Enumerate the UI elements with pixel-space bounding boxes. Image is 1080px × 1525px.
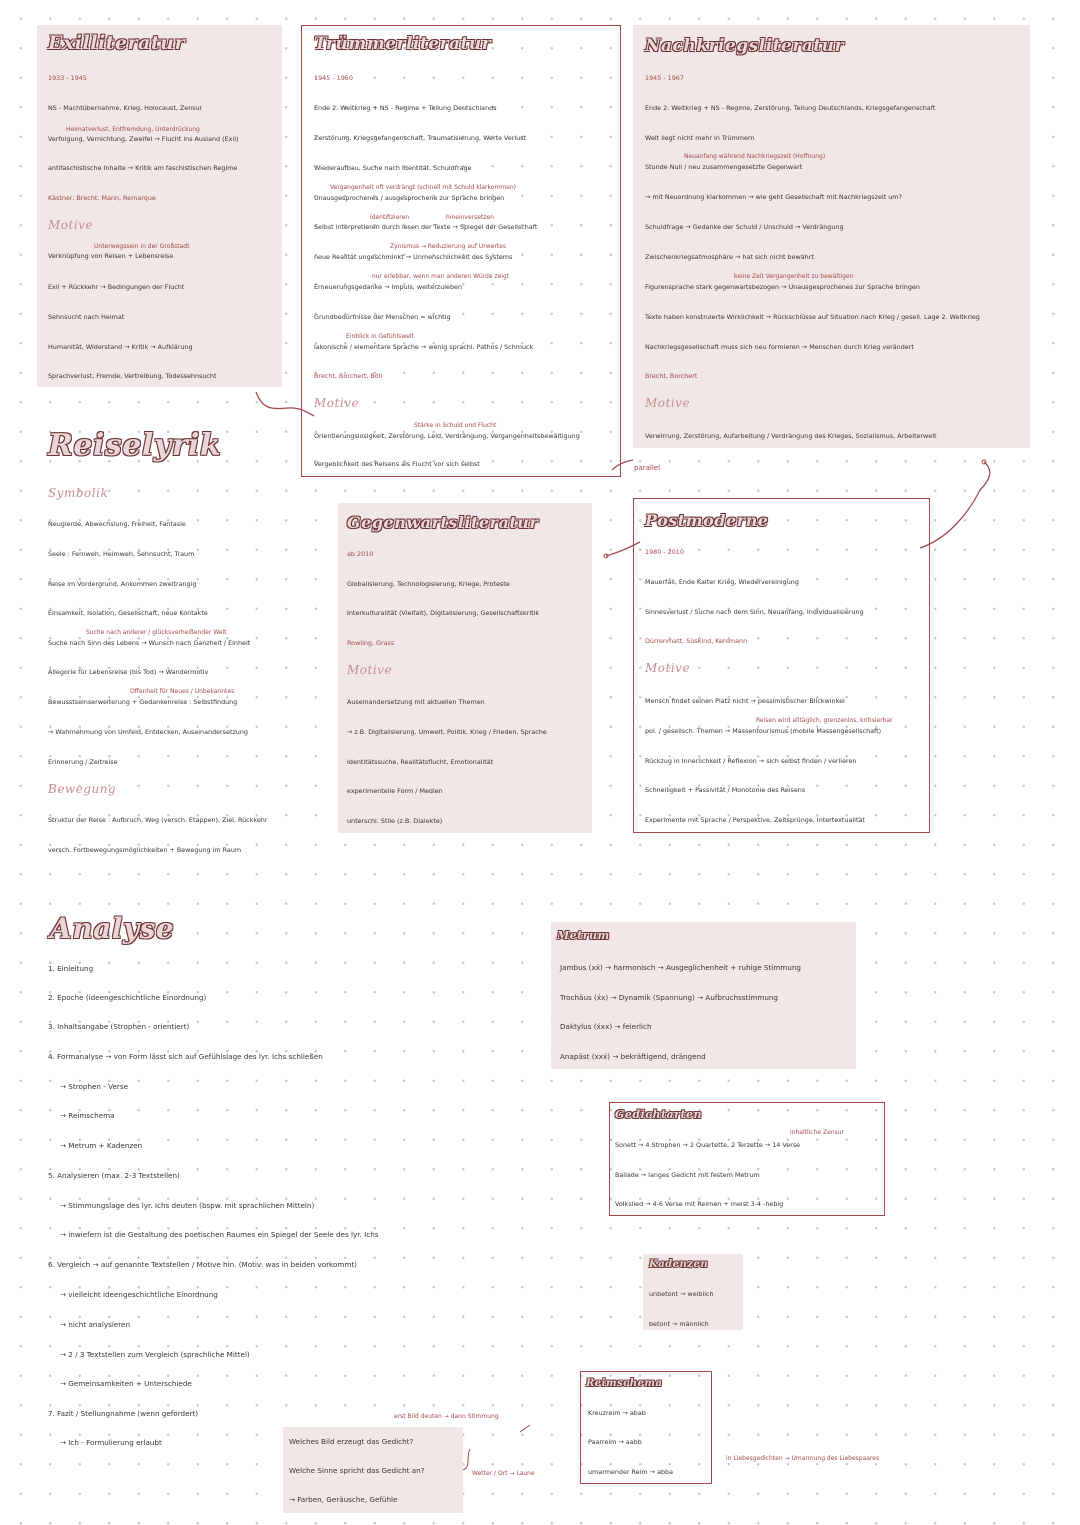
metrum-line-3: Daktylus (x́xx) → feierlich (560, 1022, 652, 1031)
truemmer-note-vergangenheit: Vergangenheit oft verdrängt (schnell mit Schuld klarkommen) (330, 184, 516, 191)
fragen-line-1: Welches Bild erzeugt das Gedicht? (289, 1437, 414, 1446)
truemmer-note-erleben: nur erlebbar, wenn man anderen Würde zeigt (372, 273, 510, 280)
truemmer-line-3: Wiederaufbau, Suche nach Identität, Schuldfrage (314, 164, 472, 172)
postmoderne-note-reisen: Reisen wird alltäglich, grenzenlos, kritisierbar (756, 717, 893, 724)
postmoderne-motive-4: Schnelligkeit + Passivität / Monotonie des Reisens (645, 786, 806, 794)
fragen-line-3: → Farben, Geräusche, Gefühle (289, 1495, 398, 1504)
truemmer-line-10: Brecht, Borchert, Böll (314, 372, 383, 380)
analyse-step-6b: → nicht analysieren (60, 1320, 131, 1329)
analyse-step-7: 7. Fazit / Stellungnahme (wenn gefordert) (48, 1409, 199, 1418)
postmoderne-line-3: Dürrenmatt, Süskind, Kehlmann (645, 637, 748, 645)
truemmer-motive-2: Vergeblichkeit des Reisens als Flucht vor sich selbst (314, 460, 480, 468)
analyse-step-5: 5. Analysieren (max. 2-3 Textstellen) (48, 1171, 180, 1180)
analyse-step-4c: → Metrum + Kadenzen (60, 1141, 143, 1150)
postmoderne-dates: 1980 - 2010 (645, 548, 684, 556)
nachkrieg-line-8: Texte haben konstruierte Wirklichkeit → Rückschlüsse auf Situation nach Krieg / gesell. Lage 2. Weltkrieg (645, 313, 980, 321)
nachkrieg-dates: 1945 - 1967 (645, 74, 684, 82)
nachkrieg-line-10: Brecht, Borchert (645, 372, 698, 380)
analyse-step-6c: → 2 / 3 Textstellen zum Vergleich (sprachliche Mittel) (60, 1350, 250, 1359)
analyse-step-5a: → Stimmungslage des lyr. Ichs deuten (bspw. mit sprachlichen Mitteln) (60, 1201, 315, 1210)
truemmer-motive-title: Motive (314, 396, 360, 410)
exil-motive-1: Verknüpfung von Reisen + Lebensreise (48, 252, 174, 260)
postmoderne-motive-title: Motive (645, 661, 691, 675)
truemmer-dates: 1945 - 1950 (314, 74, 353, 82)
gegenwart-line-2: Interkulturalität (Vielfalt), Digitalisierung, Gesellschaftskritik (347, 609, 540, 617)
nachkrieg-box (633, 25, 1030, 448)
exil-motive-2: Exil + Rückkehr → Bedingungen der Flucht (48, 283, 185, 291)
gegenwart-motive-1: Auseinandersetzung mit aktuellen Themen (347, 698, 485, 706)
analyse-step-6d: → Gemeinsamkeiten + Unterschiede (60, 1379, 192, 1388)
reise-symbolik-5: Suche nach Sinn des Lebens → Wunsch nach Ganzheit / Einheit (48, 639, 251, 647)
gegenwart-line-1: Globalisierung, Technologisierung, Kriege, Proteste (347, 580, 510, 588)
reise-symbolik-4: Einsamkeit, Isolation, Gesellschaft, neue Kontakte (48, 609, 208, 617)
truemmer-note-einblick: Einblick in Gefühlswelt (346, 333, 414, 340)
reimschema-note-umarmung: in Liebesgedichten → Umarmung des Liebespaares (726, 1455, 880, 1462)
truemmer-line-4: Unausgesprochenes / ausgesprochene zur Sprache bringen (314, 194, 505, 202)
truemmer-line-9: lakonische / elementare Sprache → wenig sprachl. Pathos / Schmuck (314, 343, 534, 351)
truemmer-line-1: Ende 2. Weltkrieg + NS - Regime + Teilung Deutschlands (314, 104, 497, 112)
reise-bewegung-2: versch. Fortbewegungsmöglichkeiten + Bewegung im Raum (48, 846, 242, 854)
metrum-line-4: Anapäst (xxx́) → bekräftigend, drängend (560, 1052, 706, 1061)
exil-motive-5: Sprachverlust, Fremde, Vertreibung, Todessehnsucht (48, 372, 217, 380)
gegenwart-title: Gegenwartsliteratur (347, 513, 539, 532)
truemmer-line-7: Erneuerungsgedanke → Impuls, weiterzuleben (314, 283, 462, 291)
nachkrieg-line-4: → mit Neuordnung klarkommen → wie geht Gesellschaft mit Nachkriegszeit um? (645, 193, 902, 201)
truemmer-note-zynismus: Zynismus → Reduzierung auf Urwertes (390, 243, 506, 250)
exil-line-4: Kästner, Brecht, Mann, Remarque (48, 194, 156, 202)
gegenwart-motive-5: unterschi. Stile (z.B. Dialekte) (347, 817, 443, 825)
truemmer-title: Trümmerliteratur (314, 34, 492, 54)
kadenzen-line-1: unbetont → weiblich (649, 1290, 714, 1298)
nachkrieg-line-1: Ende 2. Weltkrieg + NS - Regime, Zerstörung, Teilung Deutschlands, Kriegsgefangenschaft (645, 104, 936, 112)
reise-symbolik-9: Erinnerung / Zeitreise (48, 758, 118, 766)
metrum-title: Metrum (557, 929, 610, 942)
truemmer-note-identifizieren: identifizieren (370, 214, 410, 221)
nachkrieg-note-neuanfang: Neuanfang während Nachkriegszeit (Hoffnung) (684, 153, 826, 160)
reise-symbolik-6: Allegorie für Lebensreise (bis Tod) → Wandermotiv (48, 668, 209, 676)
gedicht-line-2: Ballade → langes Gedicht mit festem Metrum (615, 1171, 760, 1179)
nachkrieg-line-2: Welt liegt nicht mehr in Trümmern (645, 134, 755, 142)
reimschema-line-2: Paarreim → aabb (588, 1438, 642, 1446)
gegenwart-line-3: Rowling, Grass (347, 639, 395, 647)
reimschema-line-1: Kreuzreim → abab (588, 1409, 646, 1417)
nachkrieg-line-9: Nachkriegsgesellschaft muss sich neu formieren → Menschen durch Krieg verändert (645, 343, 914, 351)
exil-line-2: Verfolgung, Vernichtung, Zweifel → Flucht ins Ausland (Exil) (48, 135, 239, 143)
gegenwart-motive-title: Motive (347, 663, 393, 677)
nachkrieg-note-keine-zeit: keine Zeit Vergangenheit zu bewältigen (734, 273, 854, 280)
analyse-step-5b: → inwiefern ist die Gestaltung des poetischen Raumes ein Spiegel der Seele des lyr. Ichs (60, 1230, 379, 1239)
metrum-line-1: Jambus (xx́) → harmonisch → Ausgeglichenheit + ruhige Stimmung (560, 963, 801, 972)
postmoderne-motive-5: Experimente mit Sprache / Perspektive, Zeitsprünge, Intertextualität (645, 816, 865, 824)
nachkrieg-motive-1: Verwirrung, Zerstörung, Aufarbeitung / Verdrängung des Krieges, Sozialismus, Arbeiterwelt (645, 432, 937, 440)
gegenwart-dates: ab 2010 (347, 550, 374, 558)
reise-symbolik-8: → Wahrnehmung von Umfeld, Entdecken, Auseinandersetzung (48, 728, 248, 736)
gegenwart-motive-3: Identitätssuche, Realitätsflucht, Emotionalität (347, 758, 494, 766)
nachkrieg-line-7: Figurensprache stark gegenwartsbezogen → Unausgesprochenes zur Sprache bringen (645, 283, 920, 291)
nachkrieg-motive-title: Motive (645, 396, 691, 410)
reise-bewegung-1: Struktur der Reise : Aufbruch, Weg (versch. Etappen), Ziel, Rückkehr (48, 816, 268, 824)
gedicht-line-1: Sonett → 4 Strophen → 2 Quartette, 2 Terzette → 14 Verse (615, 1141, 801, 1149)
truemmer-note-hineinversetzen: hineinversetzen (446, 214, 494, 221)
exil-note-verfolgung: Heimatverlust, Entfremdung, Unterdrückung (66, 126, 200, 133)
truemmer-motive-1: Orientierungslosigkeit, Zerstörung, Leid, Verdrängung, Vergangenheitsbewältigung (314, 432, 580, 440)
exil-motive-title: Motive (48, 218, 94, 232)
nachkrieg-note-parallel: parallel (634, 464, 661, 472)
gedicht-line-3: Volkslied → 4-6 Verse mit Reimen + meist 3-4 -hebig (615, 1200, 784, 1208)
kadenzen-line-2: betont → männlich (649, 1320, 709, 1328)
exil-motive-4: Humanität, Widerstand → Kritik → Aufklärung (48, 343, 193, 351)
truemmer-line-6: neue Realität ungeschminkt → Unmenschlichkeit des Systems (314, 253, 513, 261)
reise-symbolik-3: Reise im Vordergrund, Ankommen zweitrangig (48, 580, 197, 588)
fragen-note-bild: erst Bild deuten → dann Stimmung (394, 1413, 499, 1420)
truemmer-line-2: Zerstörung, Kriegsgefangenschaft, Traumatisierung, Werte Verlust (314, 134, 527, 142)
postmoderne-motive-2: pol. / gesellsch. Themen → Massentourismus (mobile Massengesellschaft) (645, 727, 882, 735)
analyse-step-1: 1. Einleitung (48, 964, 94, 973)
analyse-step-7a: → Ich - Formulierung erlaubt (60, 1438, 162, 1447)
reise-note-offenheit: Offenheit für Neues / Unbekanntes (130, 688, 235, 695)
analyse-step-4a: → Strophen - Verse (60, 1082, 129, 1091)
exil-title: Exilliteratur (48, 32, 185, 54)
reise-symbolik-title: Symbolik (48, 486, 109, 500)
analyse-step-3: 3. Inhaltsangabe (Strophen - orientiert) (48, 1022, 190, 1031)
truemmer-line-5: Selbst interpretieren durch lesen der Texte → Spiegel der Gesellschaft (314, 223, 538, 231)
gegenwart-motive-2: → z.B. Digitalisierung, Umwelt, Politik, Krieg / Frieden, Sprache (347, 728, 547, 736)
exil-line-1: NS - Machtübernahme, Krieg, Holocaust, Zensur (48, 104, 203, 112)
postmoderne-line-1: Mauerfall, Ende Kalter Krieg, Wiedervereinigung (645, 578, 799, 586)
nachkrieg-title: Nachkriegsliteratur (645, 36, 844, 56)
nachkrieg-line-3: Stunde Null / neu zusammengesetzte Gegenwart (645, 163, 803, 171)
kadenzen-title: Kadenzen (649, 1259, 709, 1270)
exil-motive-3: Sehnsucht nach Heimat (48, 313, 125, 321)
exil-note-reisen: Unterwegssein in der Großstadt (94, 243, 190, 250)
postmoderne-title: Postmoderne (645, 511, 769, 530)
analyse-title: Analyse (50, 912, 175, 945)
metrum-line-2: Trochäus (x́x) → Dynamik (Spannung) → Aufbruchsstimmung (560, 993, 778, 1002)
analyse-step-6a: → vielleicht ideengeschichtliche Einordnung (60, 1290, 218, 1299)
truemmer-note-staerke: Stärke in Schuld und Flucht (414, 422, 497, 429)
gedicht-note-zensur: inhaltliche Zensur (790, 1129, 845, 1136)
nachkrieg-line-6: Zwischenkriegsatmosphäre → hat sich nicht bewährt (645, 253, 814, 261)
reise-bewegung-title: Bewegung (48, 782, 117, 796)
nachkrieg-line-5: Schuldfrage → Gedanke der Schuld / Unschuld → Verdrängung (645, 223, 844, 231)
postmoderne-motive-1: Mensch findet seinen Platz nicht → pessimistischer Blickwinkel (645, 697, 845, 705)
postmoderne-motive-3: Rückzug in Innerlichkeit / Reflexion → sich selbst finden / verlieren (645, 757, 857, 765)
reimschema-line-3: umarmender Reim → abba (588, 1468, 674, 1476)
truemmer-line-8: Grundbedürfnisse der Menschen = wichtig (314, 313, 451, 321)
gedicht-title: Gedichtarten (615, 1108, 703, 1121)
fragen-line-2: Welche Sinne spricht das Gedicht an? (289, 1466, 425, 1475)
reise-title: Reiselyrik (48, 428, 222, 463)
reimschema-title: Reimschema (586, 1378, 663, 1389)
gegenwart-motive-4: experimentelle Form / Medien (347, 787, 443, 795)
analyse-step-6: 6. Vergleich → auf genannte Textstellen / Motive hin. (Motiv: was in beiden vorkommt) (48, 1260, 357, 1269)
reise-symbolik-7: Bewusstseinserweiterung + Gedankenreise : Selbstfindung (48, 698, 238, 706)
fragen-note-wetter: Wetter / Ort → Laune (472, 1470, 535, 1477)
exil-line-3: antifaschistische Inhalte → Kritik am faschistischen Regime (48, 164, 238, 172)
analyse-step-2: 2. Epoche (ideengeschichtliche Einordnung) (48, 993, 207, 1002)
reise-symbolik-2: Seele : Fernweh, Heimweh, Sehnsucht, Traum (48, 550, 195, 558)
analyse-step-4: 4. Formanalyse → von Form lässt sich auf Gefühlslage des lyr. Ichs schließen (48, 1052, 323, 1061)
postmoderne-line-2: Sinnesverlust / Suche nach dem Sinn, Neuanfang, Individualisierung (645, 608, 864, 616)
reise-symbolik-1: Neugierde, Abwechslung, Freiheit, Fantasie (48, 520, 186, 528)
analyse-step-4b: → Reimschema (60, 1111, 115, 1120)
reise-note-suche: Suche nach anderer / glücksverheißender Welt (86, 629, 227, 636)
exil-dates: 1933 - 1945 (48, 74, 87, 82)
